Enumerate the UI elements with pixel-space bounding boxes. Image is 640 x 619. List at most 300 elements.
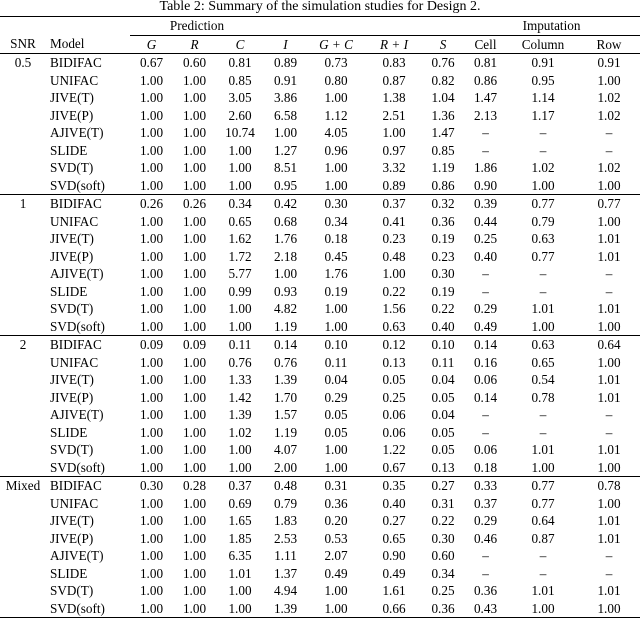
value-cell: 0.05: [324, 424, 348, 440]
value-cell: 1.00: [182, 372, 207, 387]
value-cell: 1.00: [182, 177, 207, 193]
value-cell: 0.34: [431, 565, 455, 581]
value-cell: 0.27: [382, 513, 406, 528]
snr-cell: Mixed: [0, 477, 46, 495]
snr-header: SNR: [0, 35, 46, 54]
value-cell: 0.87: [382, 72, 406, 88]
snr-cell: 1: [0, 195, 46, 213]
value-cell: 1.11: [274, 548, 297, 563]
table-row: [0, 512, 640, 530]
value-cell: 0.37: [365, 195, 423, 213]
snr-cell: [0, 159, 46, 177]
value-cell: 1.17: [531, 107, 555, 123]
value-cell: 1.00: [597, 354, 621, 370]
value-cell: 1.00: [182, 301, 207, 316]
value-cell: –: [482, 266, 489, 281]
value-cell: –: [605, 407, 613, 422]
value-cell: 0.77: [508, 477, 578, 495]
value-cell: 0.87: [531, 530, 555, 546]
table-row: [0, 441, 640, 459]
value-cell: 1.00: [324, 442, 348, 457]
model-name-cell: SVD(soft): [50, 459, 105, 475]
table-row: [0, 124, 640, 142]
model-name-cell: JIVE(P): [50, 107, 94, 123]
value-cell: 1.00: [578, 600, 640, 618]
value-cell: 0.91: [531, 55, 555, 70]
table-row: [0, 582, 640, 600]
value-cell: 1.00: [182, 530, 207, 546]
value-cell: 1.00: [139, 213, 164, 229]
value-cell: 0.29: [324, 389, 348, 405]
value-cell: 1.00: [216, 600, 264, 618]
value-cell: 1.00: [182, 495, 207, 511]
value-cell: 0.91: [597, 55, 621, 70]
table-row: [0, 230, 640, 248]
value-cell: 1.01: [597, 442, 621, 457]
snr-cell: [0, 213, 46, 231]
model-name-cell: SVD(soft): [46, 600, 130, 618]
value-cell: 0.69: [228, 495, 252, 511]
value-cell: 1.00: [307, 600, 365, 618]
value-cell: 0.25: [431, 583, 455, 598]
snr-cell: [0, 547, 46, 565]
value-cell: 1.56: [382, 301, 406, 316]
header-row-top: [0, 17, 640, 36]
value-cell: 1.00: [182, 424, 207, 440]
value-cell: 1.00: [597, 72, 621, 88]
value-cell: 0.41: [382, 213, 406, 229]
value-cell: 1.00: [139, 565, 164, 581]
value-cell: 0.12: [365, 336, 423, 354]
snr-cell: [0, 124, 46, 142]
value-cell: 1.00: [531, 318, 555, 334]
value-cell: 1.39: [264, 600, 307, 618]
value-cell: 1.00: [324, 90, 348, 105]
value-cell: 0.19: [431, 283, 455, 299]
value-cell: 1.00: [182, 107, 207, 123]
snr-cell: 2: [0, 336, 46, 354]
value-cell: –: [482, 548, 489, 563]
value-cell: 1.00: [324, 160, 348, 175]
value-cell: 0.44: [473, 213, 498, 229]
value-cell: 1.00: [597, 318, 621, 334]
model-name-cell: SVD(soft): [50, 318, 105, 334]
value-cell: 0.93: [273, 283, 298, 299]
value-cell: 4.05: [324, 125, 348, 140]
value-cell: 0.09: [173, 336, 216, 354]
value-cell: 0.43: [463, 600, 508, 618]
snr-cell: [0, 107, 46, 125]
table-row: [0, 495, 640, 513]
value-cell: 0.30: [431, 266, 455, 281]
value-cell: 0.95: [531, 72, 555, 88]
value-cell: 1.42: [228, 389, 252, 405]
value-cell: 1.01: [597, 389, 621, 405]
model-name-cell: UNIFAC: [50, 213, 99, 229]
value-cell: 1.76: [324, 266, 348, 281]
value-cell: 0.06: [473, 372, 498, 387]
value-cell: 1.19: [273, 424, 298, 440]
value-cell: 0.45: [324, 248, 348, 264]
value-cell: 0.91: [273, 72, 298, 88]
value-cell: 0.77: [531, 248, 555, 264]
header-blank: [0, 17, 46, 36]
value-cell: 1.00: [139, 90, 164, 105]
snr-cell: [0, 142, 46, 160]
value-cell: 1.00: [182, 407, 207, 422]
value-cell: 1.00: [324, 318, 348, 334]
value-cell: –: [482, 424, 489, 440]
value-cell: 1.00: [228, 583, 252, 598]
snr-cell: 0.5: [14, 55, 32, 70]
value-cell: 0.78: [578, 477, 640, 495]
value-cell: 1.00: [228, 142, 252, 158]
value-cell: 1.37: [273, 565, 298, 581]
snr-cell: [0, 265, 46, 283]
snr-cell: [0, 248, 46, 266]
value-cell: 0.80: [324, 72, 348, 88]
value-cell: 1.00: [139, 107, 164, 123]
snr-cell: [0, 530, 46, 548]
value-cell: 1.00: [182, 548, 207, 563]
value-cell: 0.25: [382, 389, 406, 405]
value-cell: 1.72: [228, 248, 252, 264]
value-cell: 0.22: [431, 301, 455, 316]
header-blank: [46, 17, 130, 36]
value-cell: 1.76: [273, 231, 298, 246]
model-name-cell: JIVE(P): [50, 530, 94, 546]
value-cell: 1.00: [173, 600, 216, 618]
prediction-header: Prediction: [130, 17, 264, 36]
value-cell: 0.23: [382, 231, 406, 246]
value-cell: 1.00: [228, 301, 252, 316]
value-cell: 1.85: [228, 530, 252, 546]
value-cell: 1.00: [182, 283, 207, 299]
value-cell: 0.66: [365, 600, 423, 618]
column-header: Row: [578, 35, 640, 54]
model-name-cell: SLIDE: [50, 142, 88, 158]
value-cell: 1.00: [139, 442, 164, 457]
model-header: Model: [46, 35, 130, 54]
table-row: [0, 283, 640, 301]
table-row: [0, 248, 640, 266]
value-cell: 0.30: [431, 530, 455, 546]
table-row: [0, 300, 640, 318]
value-cell: 1.00: [182, 318, 207, 334]
value-cell: 2.00: [273, 459, 298, 475]
value-cell: 1.00: [139, 424, 164, 440]
value-cell: 0.63: [531, 231, 555, 246]
column-header: G: [130, 35, 173, 54]
value-cell: 0.34: [216, 195, 264, 213]
value-cell: –: [539, 142, 547, 158]
column-header: C: [216, 35, 264, 54]
value-cell: 0.31: [307, 477, 365, 495]
value-cell: 0.64: [578, 336, 640, 354]
value-cell: 0.77: [578, 195, 640, 213]
value-cell: 1.00: [182, 389, 207, 405]
value-cell: 0.65: [531, 354, 555, 370]
value-cell: 1.00: [228, 459, 252, 475]
value-cell: 1.38: [382, 90, 406, 105]
value-cell: 0.67: [139, 55, 164, 70]
value-cell: 3.86: [273, 90, 298, 105]
value-cell: 0.48: [264, 477, 307, 495]
table-body: [0, 54, 640, 618]
table-row: [0, 406, 640, 424]
value-cell: 0.42: [264, 195, 307, 213]
value-cell: 1.01: [531, 442, 555, 457]
value-cell: 0.31: [431, 495, 455, 511]
model-name-cell: AJIVE(T): [50, 125, 104, 140]
value-cell: 0.23: [431, 248, 455, 264]
value-cell: –: [605, 142, 613, 158]
value-cell: 1.00: [182, 213, 207, 229]
table-row: [0, 459, 640, 477]
snr-cell: [0, 406, 46, 424]
value-cell: 0.68: [273, 213, 298, 229]
value-cell: 0.49: [473, 318, 498, 334]
value-cell: 10.74: [225, 125, 255, 140]
value-cell: 3.32: [382, 160, 406, 175]
value-cell: 0.37: [216, 477, 264, 495]
value-cell: 0.05: [382, 372, 406, 387]
table-row: [0, 530, 640, 548]
value-cell: 0.90: [473, 177, 498, 193]
value-cell: 0.27: [423, 477, 463, 495]
snr-cell: [0, 582, 46, 600]
table-row: [0, 142, 640, 160]
table-row: [0, 354, 640, 372]
value-cell: 1.22: [382, 442, 406, 457]
value-cell: 2.51: [382, 107, 406, 123]
snr-cell: [0, 371, 46, 389]
value-cell: 8.51: [273, 160, 298, 175]
value-cell: 1.62: [228, 231, 252, 246]
value-cell: 0.67: [382, 459, 406, 475]
snr-cell: [0, 230, 46, 248]
value-cell: 1.39: [273, 372, 298, 387]
snr-cell: [0, 283, 46, 301]
value-cell: 0.05: [431, 424, 455, 440]
value-cell: 1.14: [531, 90, 555, 105]
value-cell: 0.05: [431, 389, 455, 405]
value-cell: 1.00: [139, 231, 164, 246]
value-cell: 0.63: [382, 318, 406, 334]
table-row: [0, 424, 640, 442]
model-name-cell: JIVE(T): [50, 513, 94, 528]
value-cell: 0.06: [382, 407, 406, 422]
value-cell: –: [482, 565, 489, 581]
value-cell: 0.04: [431, 407, 455, 422]
value-cell: 1.65: [228, 513, 252, 528]
value-cell: 0.33: [463, 477, 508, 495]
value-cell: 0.46: [473, 530, 498, 546]
value-cell: –: [539, 125, 547, 140]
value-cell: 0.89: [273, 55, 298, 70]
value-cell: 0.89: [382, 177, 406, 193]
value-cell: 1.57: [273, 407, 298, 422]
value-cell: 0.29: [473, 513, 498, 528]
value-cell: 1.01: [597, 301, 621, 316]
value-cell: 0.22: [382, 283, 406, 299]
value-cell: 2.18: [273, 248, 298, 264]
value-cell: 0.28: [173, 477, 216, 495]
table-row: [0, 318, 640, 336]
model-name-cell: SLIDE: [50, 283, 88, 299]
value-cell: 0.90: [382, 548, 406, 563]
model-name-cell: SVD(soft): [50, 177, 105, 193]
value-cell: 1.00: [182, 354, 207, 370]
value-cell: 1.70: [273, 389, 298, 405]
model-name-cell: JIVE(P): [50, 248, 94, 264]
value-cell: 1.00: [139, 372, 164, 387]
value-cell: 0.86: [431, 177, 455, 193]
value-cell: 0.14: [264, 336, 307, 354]
value-cell: 0.65: [382, 530, 406, 546]
value-cell: –: [605, 266, 613, 281]
column-header: R: [173, 35, 216, 54]
value-cell: 1.00: [139, 142, 164, 158]
value-cell: 1.83: [273, 513, 298, 528]
value-cell: 0.06: [473, 442, 498, 457]
value-cell: 0.85: [431, 142, 455, 158]
value-cell: 1.00: [139, 513, 164, 528]
model-name-cell: JIVE(T): [50, 90, 94, 105]
table-caption: Table 2: Summary of the simulation studies for Design 2.: [159, 0, 481, 14]
value-cell: 1.01: [597, 372, 621, 387]
value-cell: 0.48: [382, 248, 406, 264]
value-cell: –: [539, 407, 547, 422]
value-cell: 0.78: [531, 389, 555, 405]
value-cell: 1.00: [228, 442, 252, 457]
column-header: S: [423, 35, 463, 54]
value-cell: 1.00: [139, 283, 164, 299]
snr-cell: [0, 72, 46, 90]
snr-cell: [0, 389, 46, 407]
value-cell: 0.14: [463, 336, 508, 354]
value-cell: 2.53: [273, 530, 298, 546]
table-row: [0, 177, 640, 195]
value-cell: 0.64: [531, 513, 555, 528]
value-cell: 1.47: [431, 125, 455, 140]
imputation-header: Imputation: [463, 17, 640, 36]
value-cell: 0.73: [324, 55, 348, 70]
value-cell: 0.09: [130, 336, 173, 354]
value-cell: 4.07: [273, 442, 298, 457]
table-row: [0, 54, 640, 72]
table-row: [0, 565, 640, 583]
value-cell: 1.00: [182, 90, 207, 105]
value-cell: 1.00: [324, 459, 348, 475]
value-cell: 6.58: [273, 107, 298, 123]
value-cell: 1.02: [228, 424, 252, 440]
value-cell: 1.00: [139, 266, 164, 281]
value-cell: 1.00: [182, 248, 207, 264]
value-cell: 1.00: [382, 266, 406, 281]
table-row: [0, 195, 640, 213]
value-cell: 0.10: [423, 336, 463, 354]
value-cell: 1.00: [139, 72, 164, 88]
value-cell: 0.77: [531, 495, 555, 511]
value-cell: 1.00: [139, 177, 164, 193]
value-cell: 0.14: [473, 389, 498, 405]
value-cell: 0.65: [228, 213, 252, 229]
table-row: [0, 107, 640, 125]
snr-cell: [0, 300, 46, 318]
value-cell: 0.05: [431, 442, 455, 457]
table-row: [0, 547, 640, 565]
value-cell: 1.00: [139, 248, 164, 264]
value-cell: 0.13: [382, 354, 406, 370]
value-cell: 1.39: [228, 407, 252, 422]
value-cell: 1.00: [324, 583, 348, 598]
value-cell: 1.36: [431, 107, 455, 123]
model-name-cell: UNIFAC: [50, 495, 99, 511]
value-cell: –: [539, 565, 547, 581]
value-cell: 0.36: [423, 600, 463, 618]
value-cell: 0.40: [382, 495, 406, 511]
value-cell: 0.36: [431, 213, 455, 229]
value-cell: 0.26: [173, 195, 216, 213]
value-cell: 1.00: [182, 142, 207, 158]
value-cell: 1.00: [597, 495, 621, 511]
value-cell: 6.35: [228, 548, 252, 563]
value-cell: 1.61: [382, 583, 406, 598]
value-cell: 1.00: [182, 513, 207, 528]
table-row: [0, 265, 640, 283]
value-cell: 1.00: [182, 160, 207, 175]
model-name-cell: BIDIFAC: [46, 195, 130, 213]
model-name-cell: JIVE(P): [50, 389, 94, 405]
value-cell: –: [605, 548, 613, 563]
value-cell: 1.00: [139, 354, 164, 370]
value-cell: 0.40: [473, 248, 498, 264]
value-cell: 1.27: [273, 142, 298, 158]
column-header: Column: [508, 35, 578, 54]
value-cell: 1.00: [139, 548, 164, 563]
value-cell: 2.07: [324, 548, 348, 563]
snr-cell: [0, 565, 46, 583]
value-cell: –: [482, 283, 489, 299]
value-cell: 0.11: [431, 354, 455, 370]
value-cell: 1.00: [597, 177, 621, 193]
value-cell: 1.00: [139, 160, 164, 175]
value-cell: 1.01: [531, 301, 555, 316]
value-cell: 0.79: [273, 495, 298, 511]
snr-cell: [0, 318, 46, 336]
value-cell: 1.01: [597, 248, 621, 264]
value-cell: 0.26: [130, 195, 173, 213]
model-name-cell: AJIVE(T): [50, 407, 104, 422]
header-blank: [264, 17, 463, 36]
header-row-columns: [0, 35, 640, 54]
snr-cell: [0, 89, 46, 107]
value-cell: 1.00: [139, 318, 164, 334]
table-row: [0, 72, 640, 90]
value-cell: 0.30: [130, 477, 173, 495]
model-name-cell: BIDIFAC: [46, 477, 130, 495]
value-cell: 0.29: [473, 301, 498, 316]
value-cell: 0.63: [508, 336, 578, 354]
value-cell: –: [482, 407, 489, 422]
value-cell: 1.00: [228, 318, 252, 334]
value-cell: 1.00: [139, 389, 164, 405]
value-cell: –: [482, 142, 489, 158]
value-cell: 0.25: [473, 231, 498, 246]
value-cell: 0.83: [382, 55, 406, 70]
value-cell: –: [605, 125, 613, 140]
